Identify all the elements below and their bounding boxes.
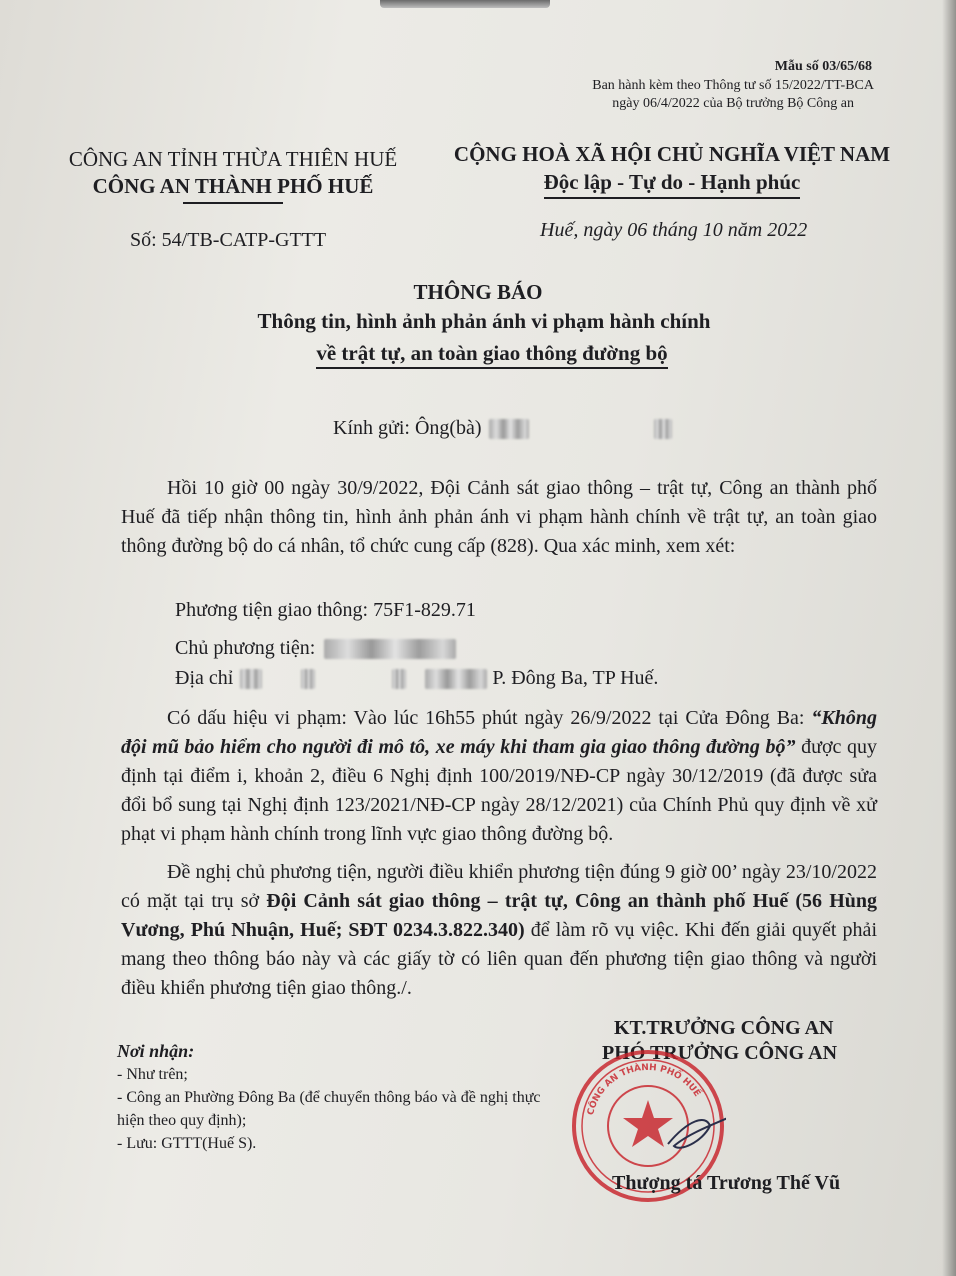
redacted-address-2 [301,669,315,689]
redacted-address-3 [392,669,406,689]
document-number: Số: 54/TB-CATP-GTTT [130,229,327,251]
nation-header [446,140,898,199]
redacted-address-4 [425,669,487,689]
agency-name: CÔNG AN THÀNH PHỐ HUẾ [92,174,374,198]
redacted-address-1 [240,669,262,689]
document-subtitle-2: về trật tự, an toàn giao thông đường bộ [14,341,956,369]
request-rest: để làm rõ vụ việc. Khi đến giải quyết phải mang theo thông báo này và các giấy tờ có liên quan đến phương tiện giao thông và người điều khiển phương tiện giao thông./. [121,919,877,999]
signature-title-2: PHÓ TRƯỞNG CÔNG AN [602,1042,838,1064]
form-issued-with: Ban hành kèm theo Thông tư số 15/2022/TT-BCA [592,78,874,93]
form-number: Mẫu số 03/65/68 [774,59,872,74]
paper-shadow [942,0,956,1276]
receiver-item: - Như trên; [117,1066,188,1083]
agency-header [60,146,406,204]
staple [380,0,550,8]
receiver-item: - Công an Phường Đông Ba (để chuyển thông báo và đề nghị thực hiện theo quy định); [117,1089,541,1129]
intro-paragraph: Hồi 10 giờ 00 ngày 30/9/2022, Đội Cảnh sát giao thông – trật tự, Công an thành phố Huế đã tiếp nhận thông tin, hình ảnh phản ánh vi phạm hành chính về trật tự, an toàn giao thông đường bộ do cá nhân, tổ chức cung cấp (828). Qua xác minh, xem xét: [121,477,877,557]
place-date: Huế, ngày 06 tháng 10 năm 2022 [540,219,808,241]
receiver-item: - Lưu: GTTT(Huế S). [117,1135,257,1152]
vehicle-plate: Phương tiện giao thông: 75F1-829.71 [175,599,476,621]
document-title: THÔNG BÁO [413,280,543,304]
redacted-name-end [654,419,672,439]
svg-text:CÔNG AN THÀNH PHỐ HUẾ: CÔNG AN THÀNH PHỐ HUẾ [586,1062,702,1117]
signature-title-1: KT.TRƯỞNG CÔNG AN [614,1017,834,1039]
agency-underline [183,202,283,204]
signer-name: Thượng tá Trương Thế Vũ [612,1172,841,1194]
recipient-prefix: Kính gửi: Ông(bà) [333,417,482,439]
receivers-title: Nơi nhận: [117,1041,195,1061]
request-paragraph [121,858,877,1003]
violation-paragraph [121,704,877,849]
violation-rest: được quy định tại điểm i, khoản 2, điều 6 Nghị định 100/2019/NĐ-CP ngày 30/12/2019 (đã được sửa đổi bổ sung tại Nghị định 123/2021/NĐ-CP ngày 28/12/2021) của Chính Phủ quy định về xử phạt vi phạm hành chính trong lĩnh vực giao thông đường bộ. [121,736,877,845]
redacted-owner [324,639,456,659]
request-bold: Đội Cảnh sát giao thông – trật tự, Công an thành phố Huế (56 Hùng Vương, Phú Nhuận, Huế; SĐT 0234.3.822.340) [121,890,877,941]
address-suffix: P. Đông Ba, TP Huế. [492,667,659,689]
violation-quote: “Không đội mũ bảo hiểm cho người đi mô tô, xe máy khi tham gia giao thông đường bộ” [121,707,877,758]
nation-motto: Độc lập - Tự do - Hạnh phúc [446,168,898,199]
agency-parent: CÔNG AN TỈNH THỪA THIÊN HUẾ [68,147,398,171]
form-issued-date: ngày 06/4/2022 của Bộ trưởng Bộ Công an [612,96,854,111]
violation-lead: Có dấu hiệu vi phạm: Vào lúc 16h55 phút ngày 26/9/2022 tại Cửa Đông Ba: [167,707,812,729]
redacted-name [489,419,529,439]
owner-line [175,634,456,663]
owner-label: Chủ phương tiện: [175,637,316,659]
request-lead: Đề nghị chủ phương tiện, người điều khiển phương tiện đúng 9 giờ 00’ ngày 23/10/2022 có mặt tại trụ sở [121,861,877,912]
document-subtitle-1: Thông tin, hình ảnh phản ánh vi phạm hành chính [257,309,711,333]
nation-name: CỘNG HOÀ XÃ HỘI CHỦ NGHĨA VIỆT NAM [453,142,891,166]
address-label: Địa chỉ [175,667,234,689]
receivers-block [117,1040,547,1155]
address-line [175,664,658,693]
recipient-line [333,414,672,443]
